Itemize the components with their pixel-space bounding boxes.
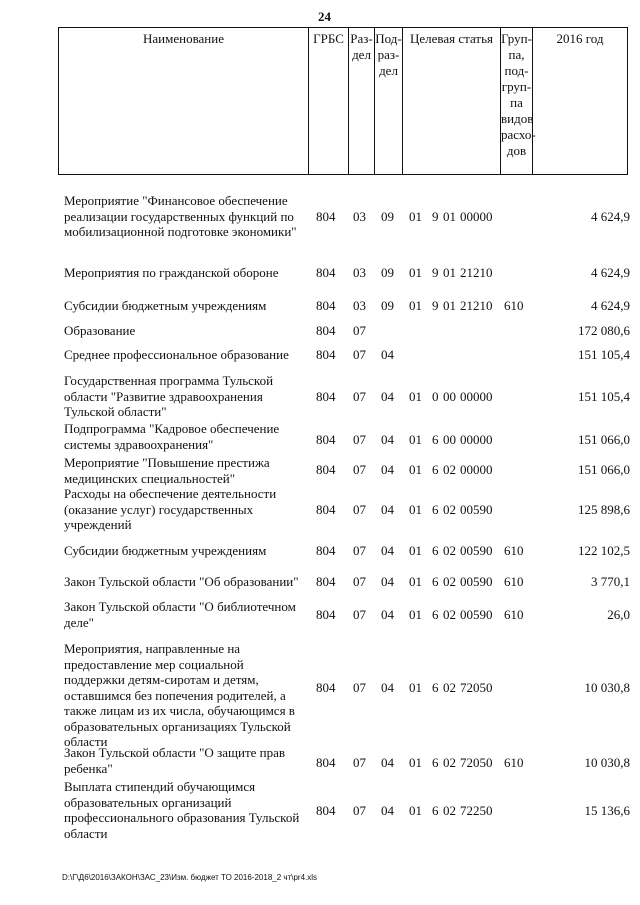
row-name: Мероприятие "Финансовое обеспечение реализации государственных функций по мобилизационной подготовке экономики" <box>64 193 297 239</box>
row-vr: 610 <box>504 607 524 622</box>
row-razdel: 03 <box>353 265 366 280</box>
row-podrazdel: 04 <box>381 680 394 695</box>
row-cs3: 00 <box>443 432 456 447</box>
row-podrazdel: 04 <box>381 389 394 404</box>
row-sum: 172 080,6 <box>578 323 630 338</box>
row-cs3: 02 <box>443 680 456 695</box>
row-cs1: 01 <box>409 432 422 447</box>
row-cs2: 0 <box>432 389 439 404</box>
row-sum: 4 624,9 <box>591 209 630 224</box>
row-name: Государственная программа Тульской области "Развитие здравоохранения Тульской области" <box>64 373 274 419</box>
row-podrazdel: 09 <box>381 265 394 280</box>
row-cs2: 6 <box>432 607 439 622</box>
row-cs2: 6 <box>432 680 439 695</box>
row-name: Образование <box>64 323 136 338</box>
row-razdel: 03 <box>353 298 366 313</box>
row-grbs: 804 <box>316 432 336 447</box>
row-razdel: 07 <box>353 347 366 362</box>
row-name: Мероприятия, направленные на предоставление мер социальной поддержки детям-сиротам и детям, оставшимся без попечения родителей, а также лицам из их числа, обучающимся в образовательных организациях Тульской области <box>64 641 295 749</box>
row-vr: 610 <box>504 298 524 313</box>
row-podrazdel: 04 <box>381 574 394 589</box>
row-grbs: 804 <box>316 803 336 818</box>
row-cs3: 02 <box>443 607 456 622</box>
row-cs4: 00000 <box>460 209 493 224</box>
row-grbs: 804 <box>316 502 336 517</box>
row-cs4: 72050 <box>460 680 493 695</box>
row-razdel: 03 <box>353 209 366 224</box>
row-sum: 3 770,1 <box>591 574 630 589</box>
row-vr: 610 <box>504 543 524 558</box>
row-cs4: 21210 <box>460 298 493 313</box>
row-cs1: 01 <box>409 574 422 589</box>
row-cs2: 6 <box>432 574 439 589</box>
row-razdel: 07 <box>353 755 366 770</box>
row-grbs: 804 <box>316 607 336 622</box>
row-razdel: 07 <box>353 323 366 338</box>
row-razdel: 07 <box>353 502 366 517</box>
row-cs4: 72050 <box>460 755 493 770</box>
row-cs1: 01 <box>409 265 422 280</box>
row-grbs: 804 <box>316 755 336 770</box>
row-razdel: 07 <box>353 432 366 447</box>
row-name: Мероприятия по гражданской обороне <box>64 265 279 280</box>
row-cs4: 21210 <box>460 265 493 280</box>
row-cs2: 6 <box>432 755 439 770</box>
row-cs2: 6 <box>432 432 439 447</box>
row-razdel: 07 <box>353 543 366 558</box>
row-podrazdel: 04 <box>381 347 394 362</box>
row-podrazdel: 09 <box>381 209 394 224</box>
row-cs1: 01 <box>409 502 422 517</box>
row-cs2: 6 <box>432 803 439 818</box>
header-year: 2016 год <box>556 31 604 46</box>
row-cs2: 6 <box>432 462 439 477</box>
row-podrazdel: 04 <box>381 502 394 517</box>
row-podrazdel: 04 <box>381 432 394 447</box>
row-grbs: 804 <box>316 389 336 404</box>
row-cs4: 00000 <box>460 432 493 447</box>
row-cs3: 00 <box>443 389 456 404</box>
row-sum: 122 102,5 <box>578 543 630 558</box>
row-name: Мероприятие "Повышение престижа медицинских специальностей" <box>64 455 270 486</box>
row-sum: 151 105,4 <box>578 347 630 362</box>
row-name: Расходы на обеспечение деятельности (оказание услуг) государственных учреждений <box>64 486 277 532</box>
row-grbs: 804 <box>316 574 336 589</box>
row-cs1: 01 <box>409 803 422 818</box>
row-cs3: 01 <box>443 265 456 280</box>
row-name: Закон Тульской области "О защите прав ребенка" <box>64 745 286 776</box>
row-razdel: 07 <box>353 462 366 477</box>
row-cs3: 01 <box>443 298 456 313</box>
row-cs1: 01 <box>409 607 422 622</box>
row-sum: 151 066,0 <box>578 432 630 447</box>
row-grbs: 804 <box>316 298 336 313</box>
file-path-footer: D:\Г\Д6\2016\ЗАКОН\ЗАС_23\Изм. бюджет ТО 2016-2018_2 чт\pr4.xls <box>62 873 318 882</box>
row-sum: 26,0 <box>607 607 630 622</box>
row-sum: 151 105,4 <box>578 389 630 404</box>
row-sum: 4 624,9 <box>591 265 630 280</box>
row-name: Выплата стипендий обучающимся образовательных организаций профессионального образования Тульской области <box>64 779 300 841</box>
row-grbs: 804 <box>316 462 336 477</box>
row-name: Подпрограмма "Кадровое обеспечение системы здравоохранения" <box>64 421 280 452</box>
row-cs1: 01 <box>409 543 422 558</box>
row-razdel: 07 <box>353 607 366 622</box>
row-cs1: 01 <box>409 462 422 477</box>
row-cs3: 02 <box>443 462 456 477</box>
row-cs4: 00000 <box>460 462 493 477</box>
row-sum: 10 030,8 <box>584 680 630 695</box>
row-name: Закон Тульской области "О библиотечном деле" <box>64 599 296 630</box>
header-razdel: Раз- дел <box>349 28 375 174</box>
row-cs2: 6 <box>432 543 439 558</box>
row-cs1: 01 <box>409 298 422 313</box>
header-podrazdel: Под- раз- дел <box>375 28 403 174</box>
row-razdel: 07 <box>353 803 366 818</box>
row-cs4: 00590 <box>460 543 493 558</box>
header-grbs: ГРБС <box>309 28 349 174</box>
row-podrazdel: 09 <box>381 298 394 313</box>
header-name: Наименование <box>59 28 309 174</box>
row-podrazdel: 04 <box>381 462 394 477</box>
row-cs1: 01 <box>409 755 422 770</box>
row-sum: 10 030,8 <box>584 755 630 770</box>
row-sum: 15 136,6 <box>584 803 630 818</box>
row-name: Среднее профессиональное образование <box>64 347 289 362</box>
row-cs2: 9 <box>432 209 439 224</box>
row-cs3: 02 <box>443 803 456 818</box>
row-grbs: 804 <box>316 323 336 338</box>
page-number: 24 <box>318 9 331 24</box>
row-cs3: 01 <box>443 209 456 224</box>
row-cs1: 01 <box>409 209 422 224</box>
row-sum: 4 624,9 <box>591 298 630 313</box>
header-celevaya: Целевая статья <box>403 28 501 174</box>
row-podrazdel: 04 <box>381 755 394 770</box>
row-podrazdel: 04 <box>381 607 394 622</box>
header-vid: Груп- па, под- груп- па видов расхо- дов <box>501 28 533 174</box>
row-grbs: 804 <box>316 680 336 695</box>
row-razdel: 07 <box>353 574 366 589</box>
row-cs2: 6 <box>432 502 439 517</box>
row-cs4: 00590 <box>460 607 493 622</box>
table-header <box>58 27 628 175</box>
row-cs3: 02 <box>443 543 456 558</box>
row-cs2: 9 <box>432 298 439 313</box>
row-grbs: 804 <box>316 543 336 558</box>
row-cs4: 72250 <box>460 803 493 818</box>
row-sum: 125 898,6 <box>578 502 630 517</box>
row-cs3: 02 <box>443 574 456 589</box>
row-vr: 610 <box>504 574 524 589</box>
row-grbs: 804 <box>316 347 336 362</box>
row-vr: 610 <box>504 755 524 770</box>
row-cs1: 01 <box>409 389 422 404</box>
row-razdel: 07 <box>353 680 366 695</box>
row-podrazdel: 04 <box>381 803 394 818</box>
row-cs3: 02 <box>443 755 456 770</box>
row-grbs: 804 <box>316 265 336 280</box>
row-podrazdel: 04 <box>381 543 394 558</box>
row-grbs: 804 <box>316 209 336 224</box>
row-cs4: 00000 <box>460 389 493 404</box>
row-name: Субсидии бюджетным учреждениям <box>64 543 267 558</box>
row-name: Закон Тульской области "Об образовании" <box>64 574 299 589</box>
row-sum: 151 066,0 <box>578 462 630 477</box>
row-cs1: 01 <box>409 680 422 695</box>
row-razdel: 07 <box>353 389 366 404</box>
row-cs2: 9 <box>432 265 439 280</box>
row-cs3: 02 <box>443 502 456 517</box>
row-cs4: 00590 <box>460 502 493 517</box>
row-name: Субсидии бюджетным учреждениям <box>64 298 267 313</box>
row-cs4: 00590 <box>460 574 493 589</box>
